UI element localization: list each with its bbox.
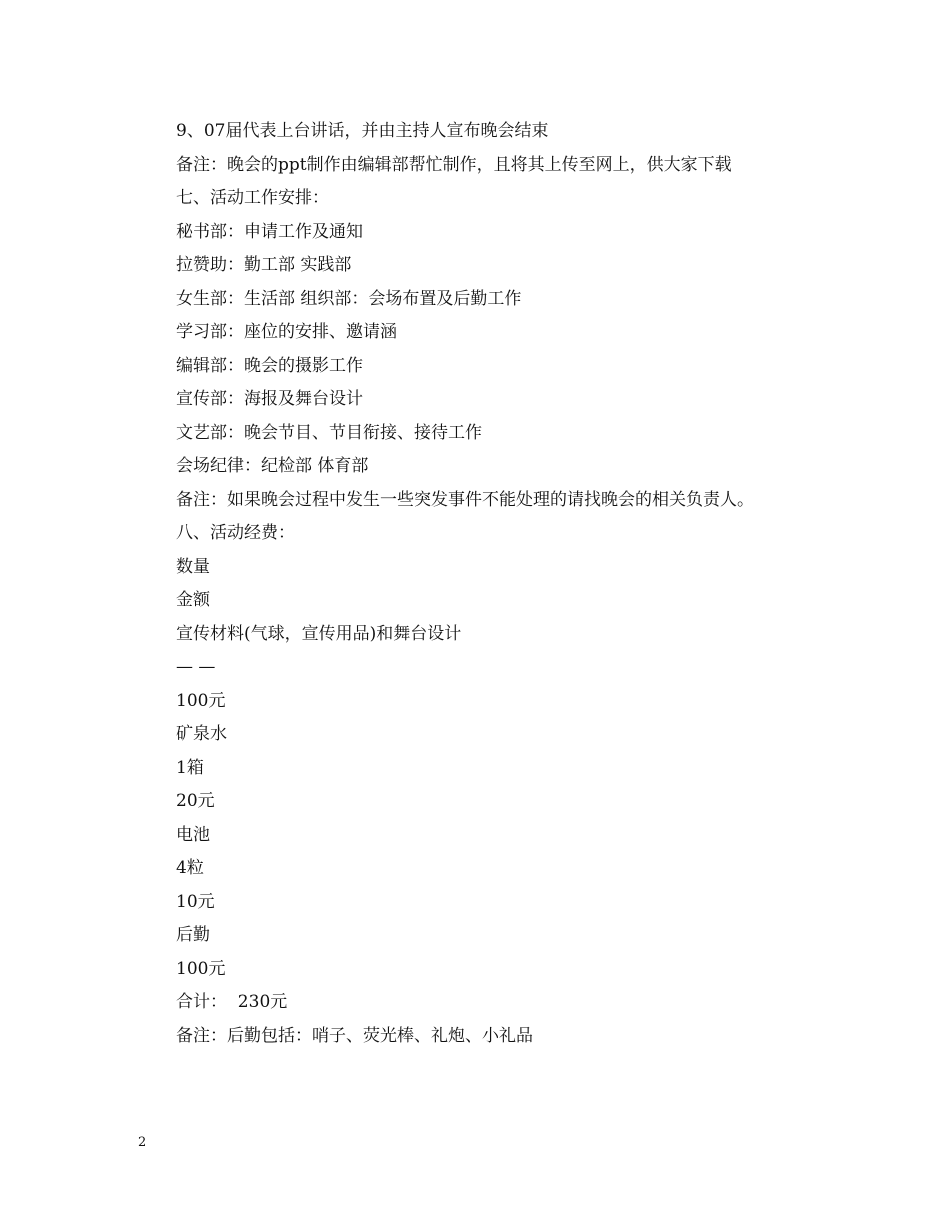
budget-total: 合计： 230元 xyxy=(176,992,288,1012)
budget-item-batteries: 电池 xyxy=(176,824,210,845)
budget-amount-batteries: 10元 xyxy=(176,891,215,912)
text-line-arts-department: 文艺部：晚会节目、节目衔接、接待工作 xyxy=(176,422,482,443)
text-line-program-item-9: 9、07届代表上台讲话，并由主持人宣布晚会结束 xyxy=(176,121,549,141)
text-line-note-ppt: 备注：晚会的ppt制作由编辑部帮忙制作，且将其上传至网上，供大家下载 xyxy=(176,154,732,175)
budget-quantity-batteries: 4粒 xyxy=(176,858,204,878)
budget-quantity-water: 1箱 xyxy=(176,757,204,778)
section-heading-budget: 八、活动经费： xyxy=(176,523,295,543)
section-heading-work-arrangement: 七、活动工作安排： xyxy=(176,188,329,208)
budget-item-water: 矿泉水 xyxy=(176,724,227,744)
budget-amount-publicity: 100元 xyxy=(176,690,226,711)
budget-item-publicity-materials: 宣传材料(气球，宣传用品)和舞台设计 xyxy=(176,623,462,644)
text-line-note-emergency: 备注：如果晚会过程中发生一些突发事件不能处理的请找晚会的相关负责人。 xyxy=(176,489,754,510)
text-line-secretariat: 秘书部：申请工作及通知 xyxy=(176,221,363,242)
text-line-venue-discipline: 会场纪律：纪检部 体育部 xyxy=(176,456,369,476)
budget-header-amount: 金额 xyxy=(176,590,210,610)
budget-item-logistics: 后勤 xyxy=(176,925,210,945)
document-body xyxy=(176,115,876,1053)
budget-amount-logistics: 100元 xyxy=(176,958,226,979)
text-line-note-logistics: 备注：后勤包括：哨子、荧光棒、礼炮、小礼品 xyxy=(176,1025,533,1046)
text-line-editing-department: 编辑部：晚会的摄影工作 xyxy=(176,355,363,376)
budget-quantity-publicity: — — xyxy=(176,657,216,677)
text-line-sponsorship: 拉赞助：勤工部 实践部 xyxy=(176,255,352,275)
text-line-publicity-department: 宣传部：海报及舞台设计 xyxy=(176,389,363,409)
text-line-girls-department: 女生部：生活部 组织部：会场布置及后勤工作 xyxy=(176,288,522,309)
budget-amount-water: 20元 xyxy=(176,791,215,811)
budget-header-quantity: 数量 xyxy=(176,556,210,577)
text-line-study-department: 学习部：座位的安排、邀请涵 xyxy=(176,322,397,342)
page-number: 2 xyxy=(138,1135,147,1150)
